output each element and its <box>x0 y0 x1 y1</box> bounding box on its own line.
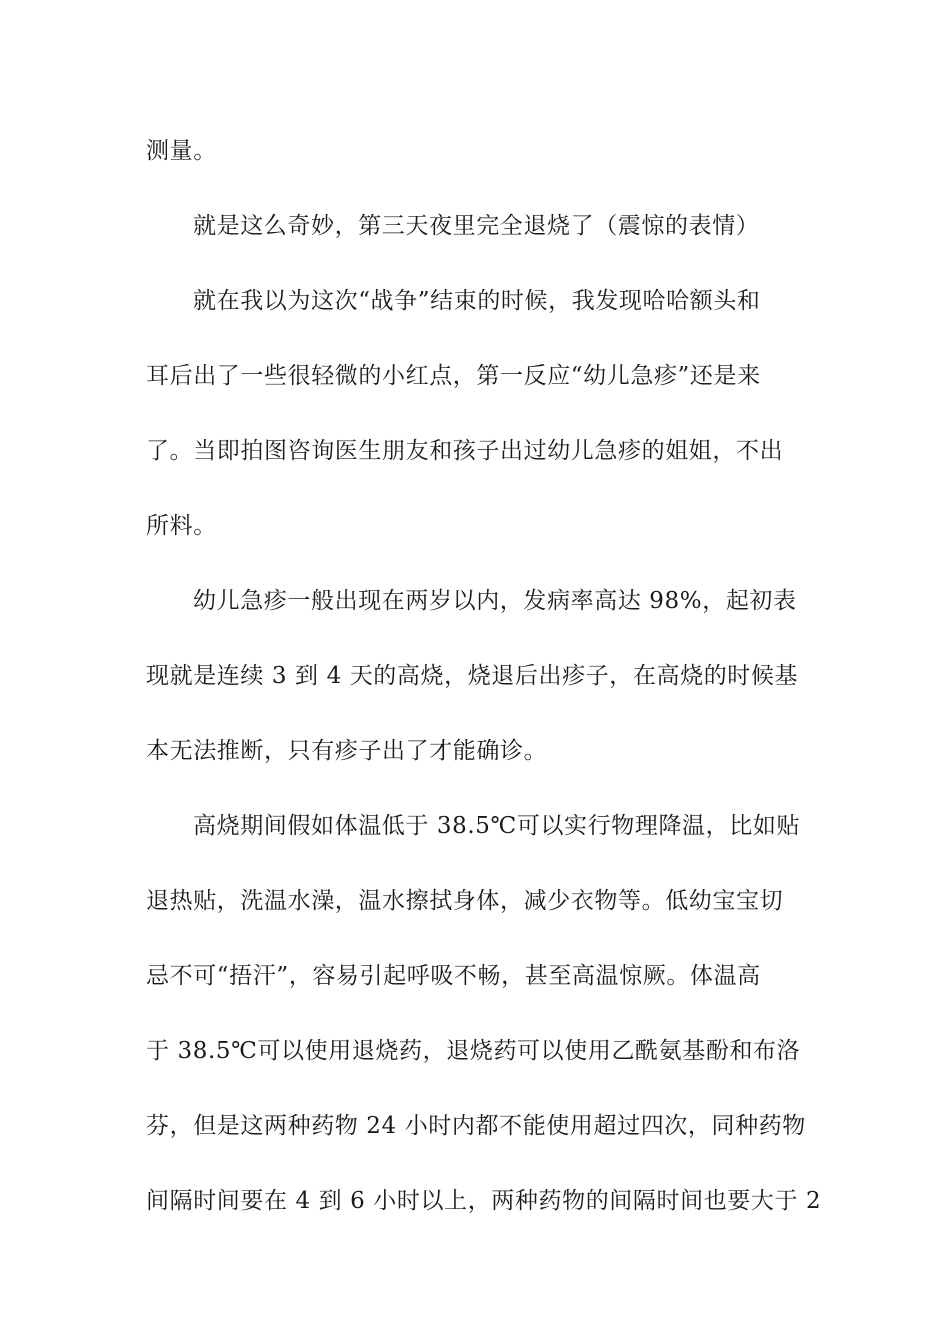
text-line: 测量。 <box>146 138 217 164</box>
text-line: 耳后出了一些很轻微的小红点，第一反应“幼儿急疹”还是来 <box>146 363 761 389</box>
text-line: 退热贴，洗温水澡，温水擦拭身体，减少衣物等。低幼宝宝切 <box>146 888 784 914</box>
text-line: 现就是连续 3 到 4 天的高烧，烧退后出疹子，在高烧的时候基 <box>146 663 799 689</box>
text-line: 芬，但是这两种药物 24 小时内都不能使用超过四次，同种药物 <box>146 1113 806 1139</box>
paragraph-first-line: 高烧期间假如体温低于 38.5℃可以实行物理降温，比如贴 <box>193 813 801 839</box>
text-line: 所料。 <box>146 513 217 539</box>
paragraph-first-line: 幼儿急疹一般出现在两岁以内，发病率高达 98%，起初表 <box>193 588 797 614</box>
text-line: 于 38.5℃可以使用退烧药，退烧药可以使用乙酰氨基酚和布洛 <box>146 1038 801 1064</box>
text-line: 本无法推断，只有疹子出了才能确诊。 <box>146 738 548 764</box>
text-line: 了。当即拍图咨询医生朋友和孩子出过幼儿急疹的姐姐，不出 <box>146 438 784 464</box>
text-line: 忌不可“捂汗”，容易引起呼吸不畅，甚至高温惊厥。体温高 <box>146 963 761 989</box>
text-line: 间隔时间要在 4 到 6 小时以上，两种药物的间隔时间也要大于 2 <box>146 1188 822 1214</box>
paragraph-first-line: 就是这么奇妙，第三天夜里完全退烧了（震惊的表情） <box>193 213 760 239</box>
paragraph-first-line: 就在我以为这次“战争”结束的时候，我发现哈哈额头和 <box>193 288 761 314</box>
